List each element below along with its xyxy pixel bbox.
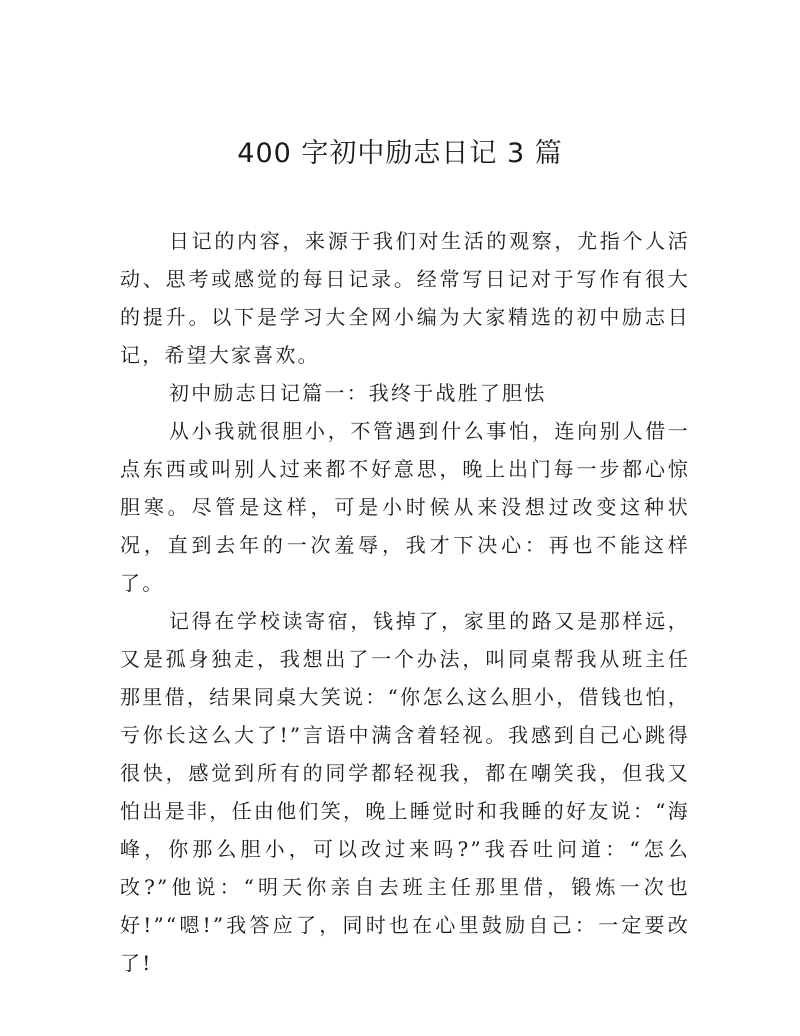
body-paragraph: 记得在学校读寄宿，钱掉了，家里的路又是那样远，又是孤身独走，我想出了一个办法，叫同桌帮我从班主任那里借，结果同桌大笑说：“你怎么这么胆小，借钱也怕，亏你长这么大了!”言语中满含着轻视。我感到自己心跳得很快，感觉到所有的同学都轻视我，都在嘲笑我，但我又怕出是非，任由他们笑，晚上睡觉时和我睡的好友说：“海峰，你那么胆小，可以改过来吗?”我吞吐问道：“怎么改?”他说：“明天你亲自去班主任那里借，锻炼一次也好!”“嗯!”我答应了，同时也在心里鼓励自己：一定要改了!	[120, 609, 690, 975]
body-paragraph: 从小我就很胆小，不管遇到什么事怕，连向别人借一点东西或叫别人过来都不好意思，晚上出门每一步都心惊胆寒。尽管是这样，可是小时候从来没想过改变这种状况，直到去年的一次羞辱，我才下决心：再也不能这样了。	[120, 419, 690, 595]
intro-paragraph: 日记的内容，来源于我们对生活的观察，尤指个人活动、思考或感觉的每日记录。经常写日记对于写作有很大的提升。以下是学习大全网小编为大家精选的初中励志日记，希望大家喜欢。	[120, 229, 690, 367]
document-body	[120, 222, 690, 982]
document-title: 400 字初中励志日记 3 篇	[237, 138, 563, 169]
section-heading: 初中励志日记篇一：我终于战胜了胆怯	[169, 381, 547, 405]
